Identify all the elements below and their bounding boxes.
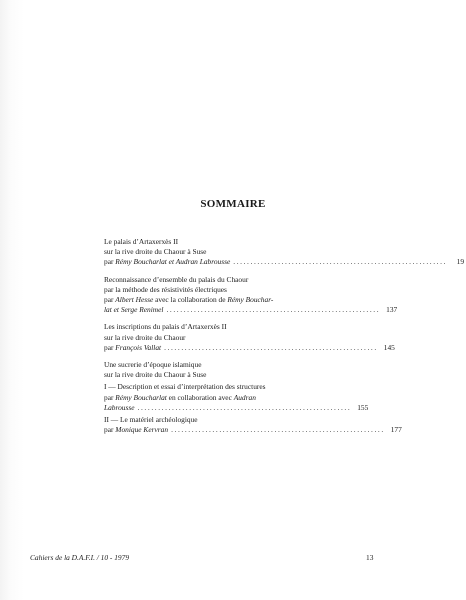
author-prefix: par — [104, 295, 116, 305]
toc-section-sugar-factory — [104, 360, 335, 380]
author-prefix: par — [104, 425, 116, 435]
entry-title-line: Le palais d’Artaxerxès II — [104, 237, 179, 246]
entry-title-line: sur la rive droite du Chaour à Suse — [104, 247, 207, 257]
entry-title-line: par la méthode des résistivités électriques — [104, 284, 227, 294]
entry-author-line — [104, 425, 402, 435]
author-prefix: par — [104, 257, 116, 267]
entry-author-line — [104, 342, 395, 353]
page-title: SOMMAIRE — [200, 198, 266, 210]
toc-entry-archaeological-material[interactable] — [104, 415, 402, 435]
toc-entry-resistivity-survey[interactable] — [104, 274, 398, 316]
toc-entry-structures[interactable] — [104, 382, 369, 413]
author-name: Audran — [233, 392, 256, 402]
author-names: Labrousse — [104, 402, 135, 412]
dot-leader: .............................................................. — [166, 305, 381, 315]
entry-author-line — [104, 305, 398, 315]
author-prefix: par — [104, 392, 116, 402]
dot-leader: .............................................................. — [171, 425, 385, 435]
author-prefix: par — [104, 342, 116, 352]
page-number: 155 — [357, 402, 369, 412]
entry-title-line: sur la rive droite du Chaour à Suse — [104, 370, 207, 380]
entry-author-line — [104, 257, 465, 267]
entry-title-line: Une sucrerie d’époque islamique — [104, 360, 202, 370]
page-number: 145 — [383, 342, 395, 352]
dot-leader: .............................................................. — [233, 257, 448, 267]
entry-author-line — [104, 295, 335, 305]
entry-title-line: sur la rive droite du Chaour — [104, 332, 186, 342]
entry-title-line: Reconnaissance d’ensemble du palais du Chaour — [104, 274, 249, 284]
entry-title-line: Les inscriptions du palais d’Artaxerxès II — [104, 322, 227, 332]
entry-title-line: II — Le matériel archéologique — [104, 415, 198, 425]
author-names: lat et Serge Renimel — [104, 305, 164, 315]
journal-citation: Cahiers de la D.A.F.I. / 10 - 1979 — [30, 553, 130, 562]
entry-title-line: I — Description et essai d’interprétation des structures — [104, 382, 266, 392]
page-number: 137 — [386, 305, 398, 315]
author-connector: avec la collaboration de — [153, 295, 228, 305]
author-names: François Vallat — [115, 342, 162, 352]
entry-author-line — [104, 393, 335, 403]
page-number: 177 — [390, 425, 402, 435]
dot-leader: .............................................................. — [137, 402, 352, 412]
author-connector: en collaboration avec — [166, 392, 234, 402]
table-of-contents — [104, 237, 465, 442]
author-name: Rémy Bouchar- — [227, 295, 274, 305]
page-number: 19 — [456, 257, 465, 267]
author-name: Albert Hesse — [115, 295, 154, 305]
author-names: Monique Kervran — [115, 425, 169, 435]
toc-entry-inscriptions[interactable] — [104, 322, 395, 353]
author-names: Rémy Boucharlat et Audran Labrousse — [115, 257, 231, 267]
folio-number: 13 — [366, 553, 374, 562]
dot-leader: .............................................................. — [164, 342, 378, 352]
entry-author-line — [104, 402, 369, 413]
author-name: Rémy Boucharlat — [115, 392, 167, 402]
toc-entry-artaxerxes-palace[interactable] — [104, 237, 465, 268]
